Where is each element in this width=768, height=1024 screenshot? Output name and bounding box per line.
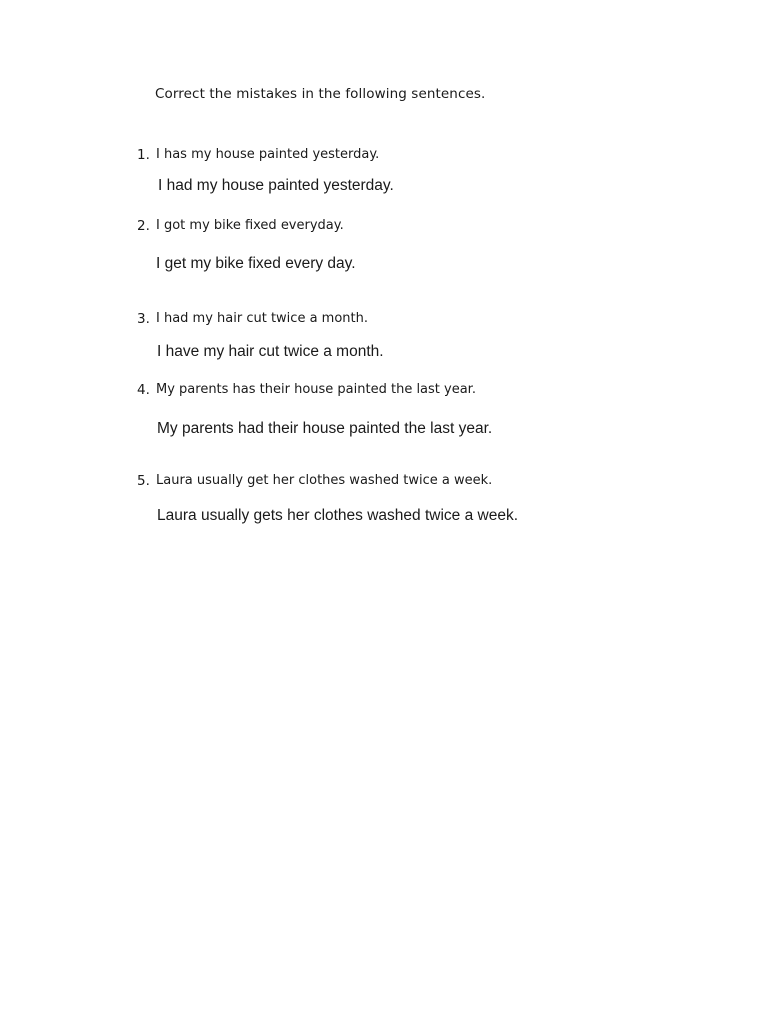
item-sentence: My parents has their house painted the last year. [156, 382, 476, 397]
item-answer: My parents had their house painted the last year. [157, 420, 493, 437]
item-number: 2. [137, 218, 150, 234]
instruction-text: Correct the mistakes in the following sentences. [155, 86, 486, 102]
item-answer: I have my hair cut twice a month. [157, 343, 384, 360]
item-number: 1. [137, 147, 150, 163]
item-number: 4. [137, 382, 150, 398]
item-sentence: I got my bike fixed everyday. [156, 218, 344, 233]
item-sentence: Laura usually get her clothes washed twice a week. [156, 473, 493, 488]
item-number: 5. [137, 473, 150, 489]
item-answer: I had my house painted yesterday. [158, 177, 394, 194]
item-answer: Laura usually gets her clothes washed twice a week. [157, 507, 519, 524]
item-sentence: I had my hair cut twice a month. [156, 311, 368, 326]
item-sentence: I has my house painted yesterday. [156, 147, 380, 162]
item-answer: I get my bike fixed every day. [156, 255, 356, 272]
item-number: 3. [137, 311, 150, 327]
